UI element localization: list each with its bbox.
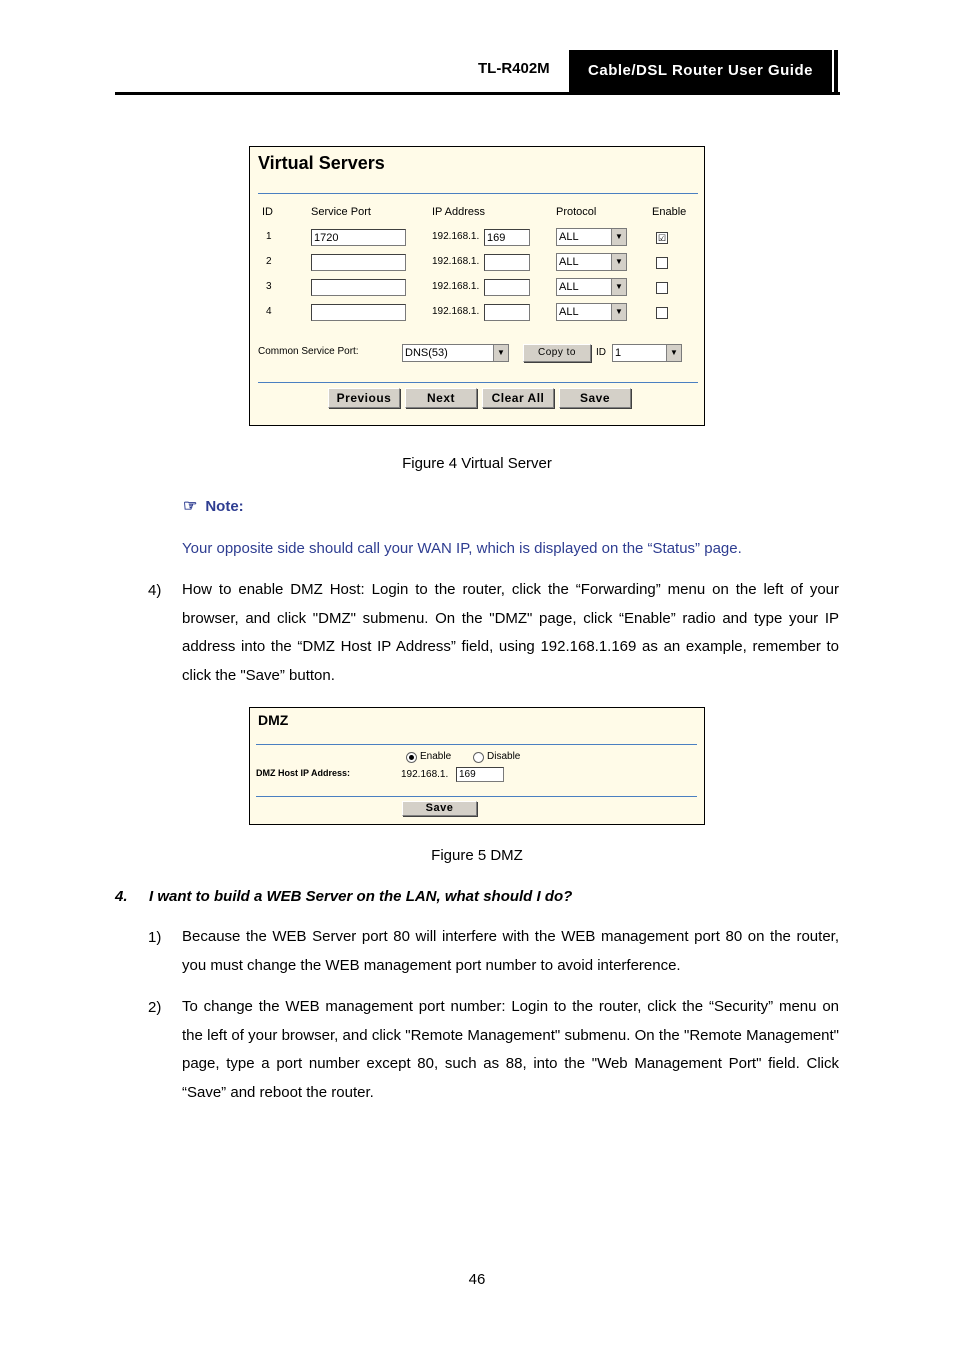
pointing-hand-icon: ☞ — [183, 498, 198, 515]
virtual-servers-screenshot — [249, 146, 705, 426]
col-enable: Enable — [652, 206, 687, 218]
enable-checkbox[interactable] — [656, 257, 668, 269]
ip-prefix: 192.168.1. — [432, 281, 480, 292]
enable-label: Enable — [420, 751, 452, 762]
answer-text: Because the WEB Server port 80 will interfere with the WEB management port 80 on the router, you must change the WEB management port number to avoid interference. — [182, 928, 839, 974]
protocol-value: ALL — [559, 231, 579, 243]
chevron-down-icon: ▼ — [493, 345, 508, 361]
ip-suffix-input[interactable] — [484, 304, 530, 321]
ip-prefix: 192.168.1. — [432, 256, 480, 267]
chevron-down-icon: ▼ — [666, 345, 681, 361]
row-id: 4 — [266, 306, 272, 317]
common-service-port-label: Common Service Port: — [258, 346, 359, 357]
enable-checkbox[interactable]: ☑ — [657, 233, 667, 243]
col-id: ID — [262, 206, 273, 218]
enable-radio[interactable] — [406, 752, 417, 763]
buttons-divider — [258, 382, 698, 383]
dmz-save-button[interactable]: Save — [402, 801, 477, 816]
step-number: 4) — [148, 582, 162, 599]
buttons-divider — [256, 796, 697, 797]
figure-4-caption: Figure 4 Virtual Server — [402, 455, 552, 472]
answer-number: 2) — [148, 999, 162, 1016]
ip-suffix-input[interactable] — [484, 254, 530, 271]
question-text: I want to build a WEB Server on the LAN, what should I do? — [149, 888, 573, 905]
col-protocol: Protocol — [556, 206, 597, 218]
id-label: ID — [596, 347, 606, 358]
chevron-down-icon: ▼ — [611, 279, 626, 295]
service-port-input[interactable] — [311, 304, 406, 321]
previous-button[interactable]: Previous — [328, 388, 400, 408]
row-id: 2 — [266, 256, 272, 267]
dmz-ip-suffix-input[interactable]: 169 — [456, 767, 504, 782]
ip-prefix: 192.168.1. — [432, 306, 480, 317]
protocol-select[interactable] — [556, 303, 627, 321]
ip-suffix-input[interactable]: 169 — [484, 229, 530, 246]
title-divider — [256, 744, 697, 745]
disable-label: Disable — [487, 751, 521, 762]
save-button[interactable]: Save — [559, 388, 631, 408]
dmz-screenshot — [249, 707, 705, 825]
dmz-title: DMZ — [258, 712, 289, 728]
copy-to-button[interactable]: Copy to — [523, 344, 591, 362]
col-ip-address: IP Address — [432, 206, 485, 218]
chevron-down-icon: ▼ — [611, 304, 626, 320]
service-port-input[interactable]: 1720 — [311, 229, 406, 246]
ip-suffix-input[interactable] — [484, 279, 530, 296]
radio-dot-icon — [409, 755, 414, 760]
protocol-value: ALL — [559, 281, 579, 293]
protocol-value: ALL — [559, 306, 579, 318]
common-service-port-select[interactable] — [402, 344, 509, 362]
dmz-host-ip-label: DMZ Host IP Address: — [256, 768, 351, 778]
id-value: 1 — [615, 347, 622, 359]
question-number: 4. — [115, 888, 128, 905]
header-rule — [115, 92, 840, 95]
service-port-input[interactable] — [311, 279, 406, 296]
clear-all-button[interactable]: Clear All — [482, 388, 554, 408]
protocol-value: ALL — [559, 256, 579, 268]
step-text: How to enable DMZ Host: Login to the router, click the “Forwarding” menu on the left of your browser, and click "DMZ" submenu. On the "DMZ" page, click “Enable” radio and type your IP address into the “DMZ Host IP Address” field, using 192.168.1.169 as an example, remember to click the "Save” button. — [182, 581, 839, 685]
id-select[interactable] — [612, 344, 682, 362]
row-id: 3 — [266, 281, 272, 292]
figure-5-caption: Figure 5 DMZ — [431, 847, 523, 864]
header-guide-title: Cable/DSL Router User Guide — [569, 50, 832, 94]
dmz-ip-prefix: 192.168.1. — [401, 769, 449, 780]
enable-checkbox[interactable] — [656, 307, 668, 319]
header-bar — [834, 50, 838, 94]
note-label: Note: — [205, 498, 244, 515]
page-number: 46 — [468, 1271, 486, 1288]
protocol-select[interactable] — [556, 278, 627, 296]
protocol-select[interactable] — [556, 253, 627, 271]
chevron-down-icon: ▼ — [611, 229, 626, 245]
chevron-down-icon: ▼ — [611, 254, 626, 270]
service-port-input[interactable] — [311, 254, 406, 271]
header-model: TL-R402M — [478, 60, 550, 77]
next-button[interactable]: Next — [405, 388, 477, 408]
answer-text: To change the WEB management port number: Login to the router, click the “Security” menu on the left of your browser, and click "Remote Management" submenu. On the "Remote Management" page, type a port number except 80, such as 88, into the "Web Management Port" field. Click “Save” and reboot the router. — [182, 998, 839, 1102]
enable-checkbox[interactable] — [656, 282, 668, 294]
disable-radio[interactable] — [473, 752, 484, 763]
ip-prefix: 192.168.1. — [432, 231, 480, 242]
note-heading — [183, 496, 244, 516]
protocol-select[interactable] — [556, 228, 627, 246]
note-text: Your opposite side should call your WAN IP, which is displayed on the “Status” page. — [182, 540, 742, 557]
col-service-port: Service Port — [311, 206, 371, 218]
common-service-port-value: DNS(53) — [405, 347, 448, 359]
answer-number: 1) — [148, 929, 162, 946]
row-id: 1 — [266, 231, 272, 242]
title-divider — [258, 193, 698, 194]
virtual-servers-title: Virtual Servers — [258, 153, 385, 173]
